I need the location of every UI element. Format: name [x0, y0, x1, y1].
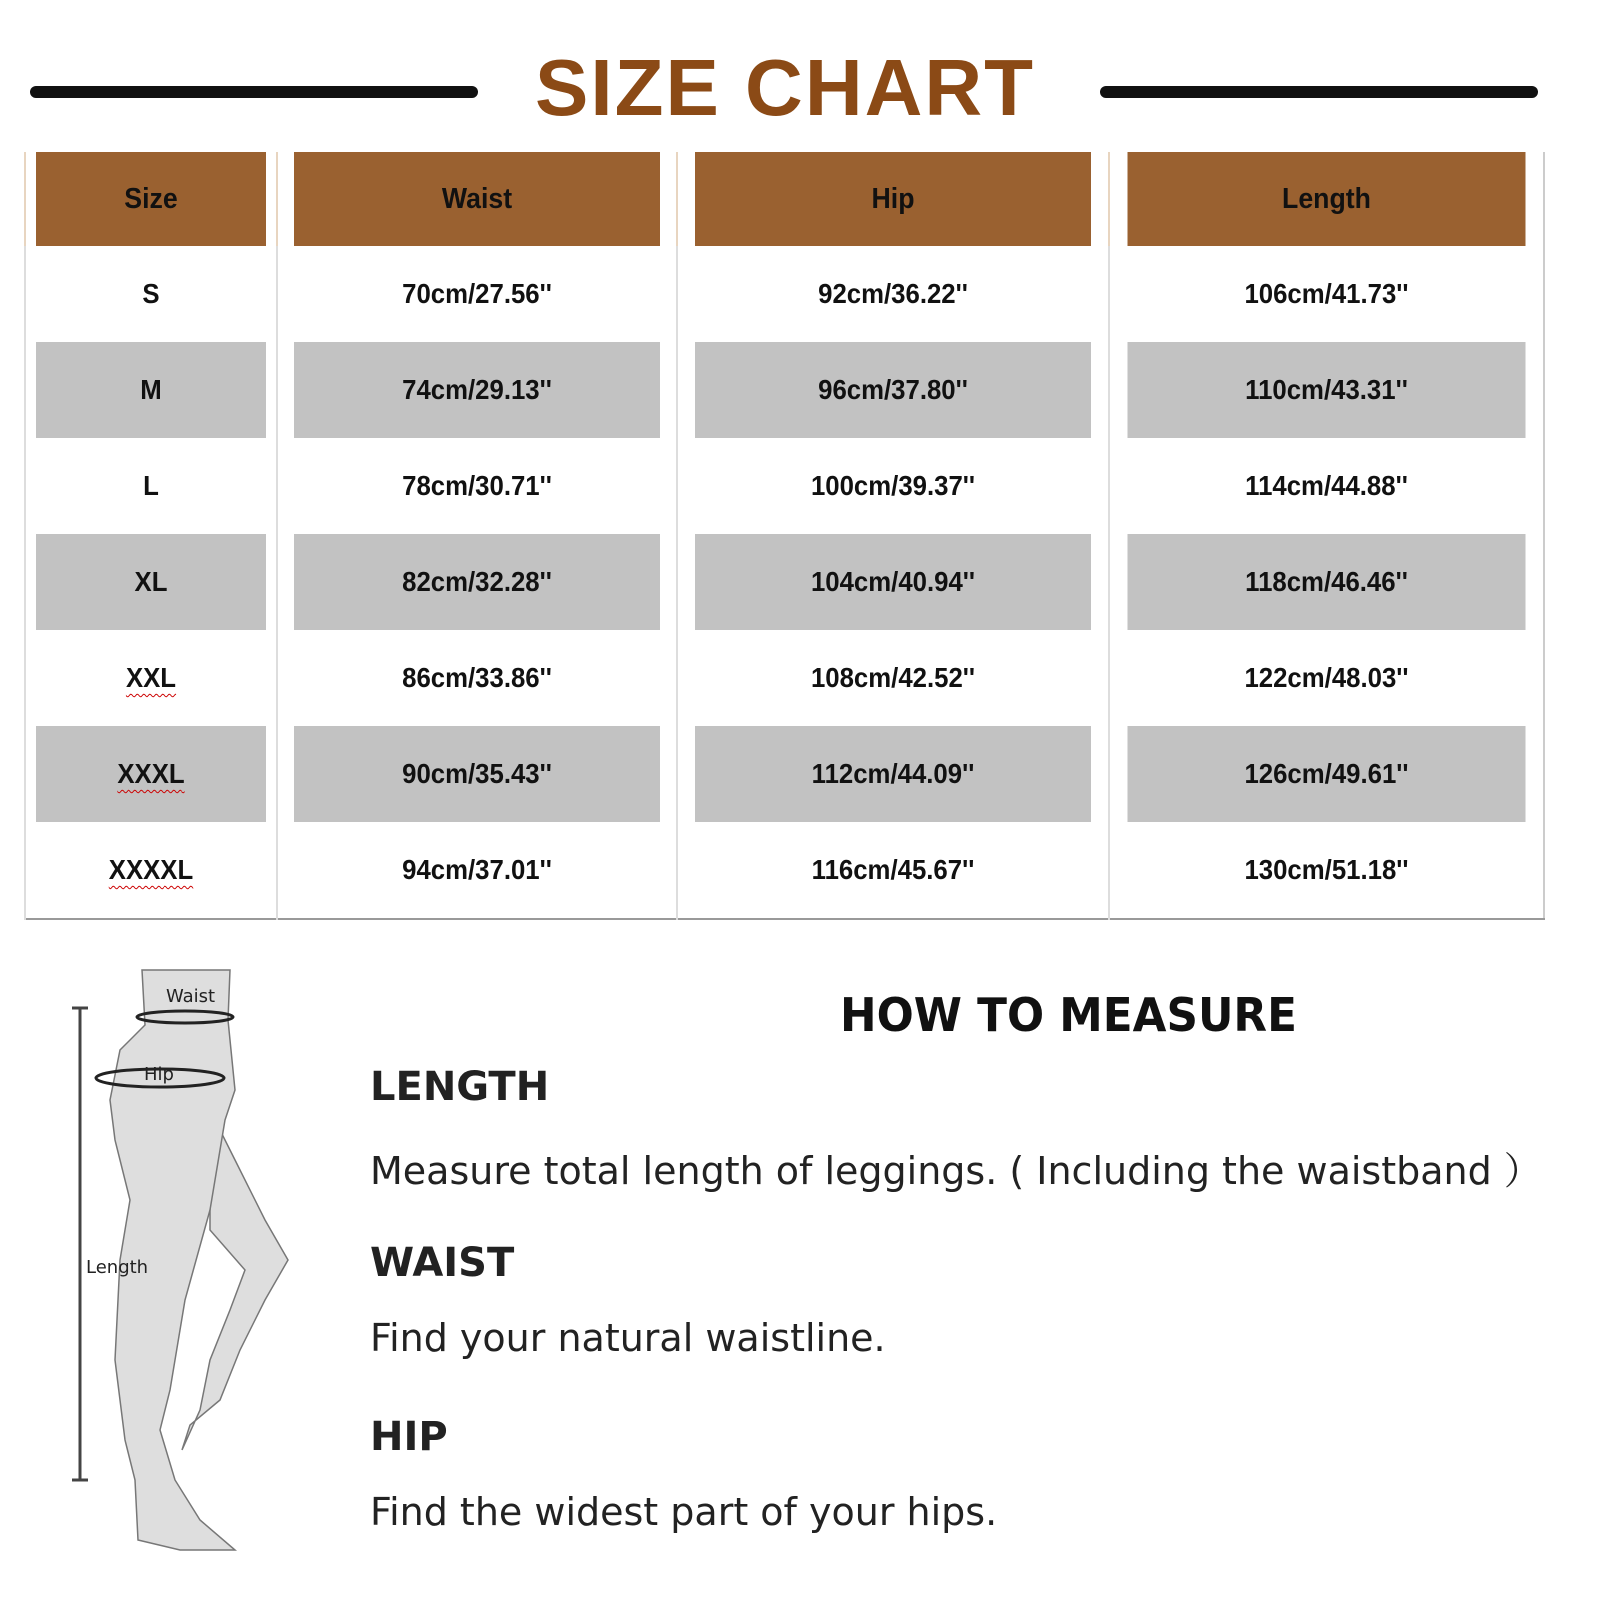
table-cell — [293, 822, 661, 919]
table-row — [25, 822, 1544, 919]
table-cell — [1126, 246, 1526, 342]
table-cell — [1126, 630, 1526, 726]
figure-waist-label: Waist — [166, 986, 216, 1007]
table-cell — [1126, 438, 1526, 534]
cell-hip: 104cm/40.94'' — [810, 566, 976, 597]
waist-instruction: Find your natural waistline. — [370, 1316, 886, 1360]
cell-length: 118cm/46.46'' — [1245, 566, 1408, 597]
cell-hip: 108cm/42.52'' — [810, 662, 976, 693]
cell-length: 122cm/48.03'' — [1244, 662, 1409, 693]
table-cell — [1126, 534, 1526, 630]
table-cell — [35, 630, 267, 726]
cell-size: XL — [134, 566, 168, 597]
table-cell — [35, 534, 267, 630]
table-cell — [1126, 822, 1526, 919]
cell-size: L — [143, 470, 159, 501]
size-table — [24, 152, 1545, 920]
table-cell — [293, 726, 661, 822]
waist-heading: WAIST — [370, 1240, 515, 1286]
hip-instruction: Find the widest part of your hips. — [370, 1490, 998, 1534]
cell-waist: 70cm/27.56'' — [402, 278, 552, 309]
cell-length: 110cm/43.31'' — [1245, 374, 1408, 405]
table-cell — [35, 246, 267, 342]
cell-length: 106cm/41.73'' — [1244, 278, 1409, 309]
cell-hip: 92cm/36.22'' — [818, 278, 968, 309]
length-heading: LENGTH — [370, 1064, 550, 1110]
header-waist: Waist — [293, 152, 661, 246]
table-cell — [694, 726, 1091, 822]
table-cell — [293, 246, 661, 342]
table-cell — [293, 342, 661, 438]
cell-hip: 96cm/37.80'' — [818, 374, 968, 405]
cell-waist: 74cm/29.13'' — [402, 374, 552, 405]
table-cell — [1126, 726, 1526, 822]
header-size: Size — [35, 152, 267, 246]
table-cell — [35, 342, 267, 438]
cell-waist: 86cm/33.86'' — [402, 662, 552, 693]
cell-size: S — [142, 278, 160, 309]
table-cell — [35, 438, 267, 534]
cell-length: 130cm/51.18'' — [1244, 854, 1409, 885]
table-header-row — [25, 152, 1544, 246]
table-cell — [694, 342, 1091, 438]
cell-waist: 94cm/37.01'' — [402, 854, 552, 885]
cell-size: M — [140, 374, 162, 405]
table-row — [25, 534, 1544, 630]
hip-heading: HIP — [370, 1414, 448, 1460]
table-cell — [293, 438, 661, 534]
cell-size: XXL — [125, 662, 177, 693]
table-row — [25, 246, 1544, 342]
header-hip: Hip — [694, 152, 1091, 246]
table-cell — [1126, 342, 1526, 438]
cell-waist: 90cm/35.43'' — [402, 758, 552, 789]
table-row — [25, 726, 1544, 822]
table-cell — [694, 822, 1091, 919]
table-cell — [35, 822, 267, 919]
cell-waist: 78cm/30.71'' — [402, 470, 552, 501]
table-cell — [694, 246, 1091, 342]
figure-hip-label: Hip — [144, 1064, 174, 1085]
table-row — [25, 630, 1544, 726]
table-cell — [35, 726, 267, 822]
header-length: Length — [1126, 152, 1526, 246]
table-cell — [694, 630, 1091, 726]
cell-hip: 112cm/44.09'' — [811, 758, 975, 789]
leggings-measurement-figure — [60, 960, 320, 1560]
cell-size: XXXL — [117, 758, 185, 789]
cell-waist: 82cm/32.28'' — [402, 566, 552, 597]
cell-hip: 116cm/45.67'' — [811, 854, 975, 885]
cell-length: 114cm/44.88'' — [1245, 470, 1408, 501]
figure-length-label: Length — [86, 1257, 149, 1278]
table-row — [25, 342, 1544, 438]
length-instruction: Measure total length of leggings. ( Including the waistband ） — [370, 1149, 1542, 1193]
how-to-measure-heading: HOW TO MEASURE — [840, 988, 1297, 1042]
table-cell — [293, 534, 661, 630]
cell-hip: 100cm/39.37'' — [810, 470, 976, 501]
table-cell — [694, 438, 1091, 534]
cell-size: XXXXL — [108, 854, 194, 885]
page-title: SIZE CHART — [535, 43, 1035, 132]
table-cell — [694, 534, 1091, 630]
table-row — [25, 438, 1544, 534]
table-cell — [293, 630, 661, 726]
cell-length: 126cm/49.61'' — [1244, 758, 1409, 789]
